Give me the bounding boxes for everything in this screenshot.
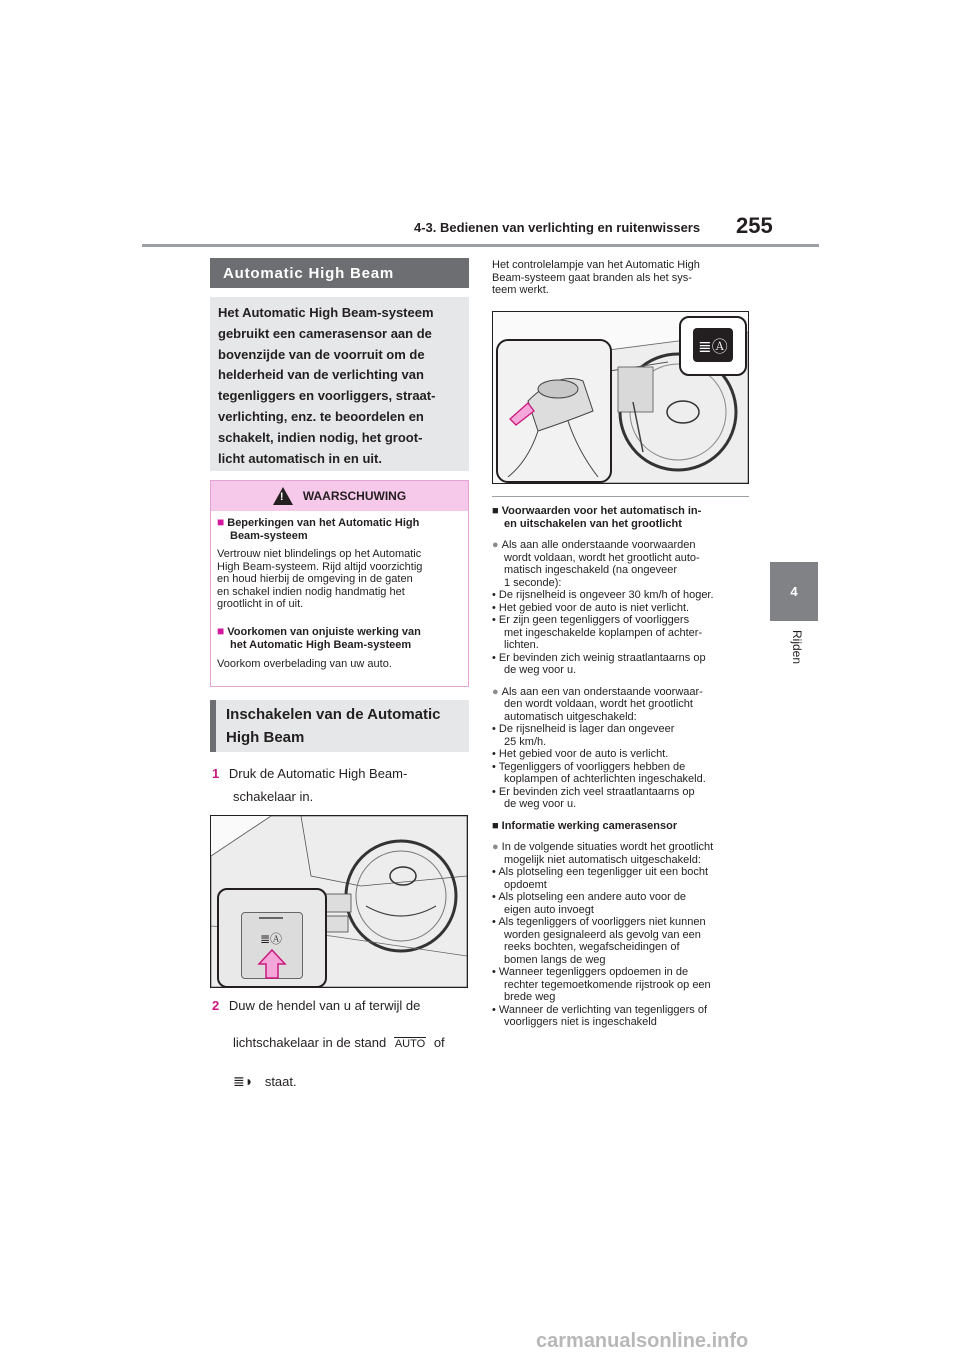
intro-line: verlichting, enz. te beoordelen en [218,408,424,424]
auto-high-beam-indicator-icon: ≣Ⓐ [693,328,733,362]
list-item: • Het gebied voor de auto is niet verlicht. [492,601,690,614]
warning-content [217,516,463,670]
list-item-line: met ingeschakelde koplampen of achter- [504,626,703,639]
bullet-paragraph-line: den wordt voldaan, wordt het grootlicht [504,698,693,710]
list-item: • Als plotseling een andere auto voor de [492,891,687,903]
intro-line: tegenliggers en voorliggers, straat- [218,388,436,404]
subsection-heading-line: High Beam [226,729,305,746]
intro-line: gebruikt een camerasensor aan de [218,325,432,341]
warning-title: WAARSCHUWING [302,489,407,503]
list-item-line: eigen auto invoegt [504,903,594,916]
bullet-paragraph: ● Als aan alle onderstaande voorwaarden [492,539,696,551]
square-bullet-icon: ■ [217,515,225,529]
warning-text: grootlicht in of uit. [217,598,304,610]
watermark: carmanualsonline.info [536,1330,749,1352]
headlight-icon: ≣◗ [233,1073,254,1089]
intro-box [210,297,469,471]
indicator-zoom-inset [679,316,747,376]
step-number: 1 [212,766,220,781]
right-intro-line: teem werkt. [492,284,549,296]
list-item: • Wanneer tegenliggers opdoemen in de [492,966,689,978]
warning-subheading: ■ Beperkingen van het Automatic High [217,515,420,529]
square-bullet-icon: ■ [492,819,499,832]
right-intro-line: Het controlelampje van het Automatic High [492,259,700,271]
intro-line: schakelt, indien nodig, het groot- [218,429,423,445]
list-item: • De rijsnelheid is ongeveer 30 km/h of hoger. [492,589,714,601]
warning-subheading: het Automatic High Beam-systeem [230,638,412,651]
list-item: • Het gebied voor de auto is verlicht. [492,748,669,760]
list-item: • Er bevinden zich veel straatlantaarns op [492,785,695,798]
step-text-line [212,1070,470,1093]
circle-bullet-icon: ● [492,841,499,853]
step-text-line [212,1031,470,1056]
chapter-label [770,630,818,700]
push-arrow-icon [510,403,534,425]
square-bullet-icon: ■ [217,623,225,638]
warning-header [211,481,468,511]
list-item: • Als tegenliggers of voorliggers niet kunnen [492,916,706,928]
list-item: • De rijsnelheid is lager dan ongeveer [492,723,675,735]
list-item-line: brede weg [504,991,556,1003]
intro-line: licht automatisch in en uit. [218,450,382,466]
warning-subheading: Beam-systeem [230,530,308,542]
intro-line: helderheid van de verlichting van [218,367,424,383]
intro-line: Het Automatic High Beam-systeem [218,305,434,320]
step-text: staat. [264,1074,297,1089]
list-item: • Er zijn geen tegenliggers of voorliggers [492,614,690,626]
subheading: ■ Voorwaarden voor het automatisch in- [492,505,702,517]
list-item: • Als plotseling een tegenligger uit een bocht [492,866,709,878]
list-item-line: koplampen of achterlichten ingeschakeld. [504,773,706,785]
step-2 [212,994,470,1093]
warning-subheading: ■ Voorkomen van onjuiste werking van [217,623,421,638]
bullet-paragraph: ● Als aan een van onderstaande voorwaar- [492,685,703,698]
list-item-line: opdoemt [504,878,547,891]
subsection-heading-line: Inschakelen van de Automatic [226,706,441,723]
list-item: • Tegenliggers of voorliggers hebben de [492,760,686,773]
step-number: 2 [212,998,220,1013]
step-text: Duw de hendel van u af terwijl de [228,998,421,1013]
intro-line: bovenzijde van de voorruit om de [218,346,425,362]
bullet-paragraph-line: wordt voldaan, wordt het grootlicht auto- [504,551,700,564]
auto-high-beam-icon: ≣Ⓐ [259,932,283,946]
list-item-line: lichten. [504,639,539,651]
warning-text: en houd hierbij de omgeving in de gaten [217,573,413,585]
list-item-line: worden gesignaleerd als gevolg van een [504,928,701,941]
warning-box [210,480,469,687]
bullet-paragraph-line: automatisch uitgeschakeld: [504,710,637,723]
bullet-paragraph-line: 1 seconde): [504,576,562,589]
right-body [492,505,757,1029]
bullet-paragraph-line: matisch ingeschakeld (na ongeveer [504,564,678,576]
step-text: of [433,1035,445,1050]
chapter-tab: 4 [770,562,818,621]
list-item-line: rechter tegemoetkomende rijstrook op een [504,978,711,991]
list-item: • Er bevinden zich weinig straatlantaarns op [492,651,706,664]
switch-indicator [259,917,283,919]
list-item-line: bomen langs de weg [504,953,606,966]
warning-text: Vertrouw niet blindelings op het Automatic [217,548,422,560]
step-1 [212,762,470,808]
list-item-line: 25 km/h. [504,735,547,748]
figure-switch [210,815,468,988]
chapter-label-text: Rijden [790,630,804,665]
list-item: • Wanneer de verlichting van tegenliggers of [492,1003,708,1016]
lever-zoom-inset [496,339,612,483]
circle-bullet-icon: ● [492,539,499,551]
hand-lever-illustration [498,341,606,477]
section-heading: Automatic High Beam [210,258,469,288]
header-rule [142,244,819,247]
circle-bullet-icon: ● [492,685,499,698]
warning-text: High Beam-systeem. Rijd altijd voorzichtig [217,560,423,573]
section-title: 4-3. Bedienen van verlichting en ruitenwissers [414,220,701,235]
list-item-line: de weg voor u. [504,664,577,676]
square-bullet-icon: ■ [492,505,499,517]
switch-zoom-inset [217,888,327,988]
step-text: Druk de Automatic High Beam- [228,766,408,781]
list-item-line: reeks bochten, wegafscheidingen of [504,941,680,953]
page-number: 255 [736,213,773,238]
list-item-line: de weg voor u. [504,798,577,810]
step-text: schakelaar in. [233,789,314,804]
warning-icon [273,487,293,505]
bullet-paragraph-line: mogelijk niet automatisch uitgeschakeld: [504,853,701,866]
subsection-heading [210,700,469,752]
warning-text: en schakel indien nodig handmatig het [217,585,405,598]
right-intro-line: Beam-systeem gaat branden als het sys- [492,271,692,284]
right-intro [492,259,752,297]
divider [492,496,749,497]
warning-text: Voorkom overbelading van uw auto. [217,657,392,670]
auto-symbol: AUTO [394,1038,426,1050]
list-item-line: voorliggers niet is ingeschakeld [504,1016,657,1028]
press-arrow-icon [257,948,287,980]
subheading: en uitschakelen van het grootlicht [504,517,682,530]
subheading: ■ Informatie werking camerasensor [492,819,678,832]
figure-indicator [492,311,749,484]
bullet-paragraph: ● In de volgende situaties wordt het grootlicht [492,841,714,853]
step-text: lichtschakelaar in de stand [233,1035,387,1050]
